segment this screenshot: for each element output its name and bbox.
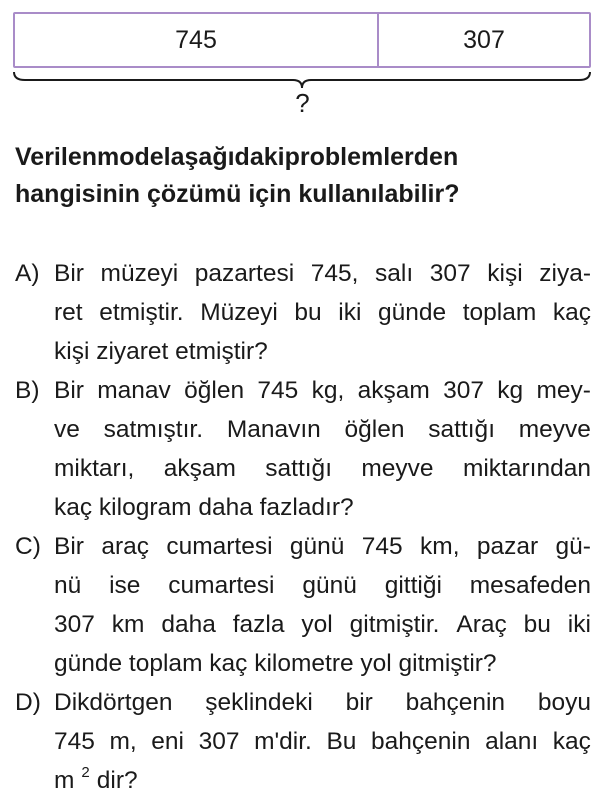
option-line [54, 527, 591, 566]
word: mey- [536, 377, 591, 404]
word: manav [97, 377, 171, 404]
word: günü [302, 572, 357, 599]
word: bu [294, 299, 322, 326]
word: kg, [311, 377, 345, 404]
word: sattığı [265, 455, 332, 482]
word: 307 [443, 377, 484, 404]
word: satmıştır. [103, 416, 204, 443]
word: 745, [310, 260, 359, 287]
word: günde [377, 299, 447, 326]
answer-options [15, 254, 591, 800]
word: Manavın [226, 416, 321, 443]
word: 307 [54, 611, 95, 638]
word: eni [151, 728, 184, 755]
option-letter: C) [15, 533, 41, 560]
option-line [54, 683, 591, 722]
word: sattığı [428, 416, 495, 443]
word: model [97, 143, 171, 171]
word: ret [54, 299, 83, 326]
word: ise [109, 572, 141, 599]
word: günü [289, 533, 345, 560]
word: Bir [54, 260, 84, 287]
word: km [111, 611, 145, 638]
word: gittiği [384, 572, 442, 599]
word: daha [161, 611, 216, 638]
word: akşam [163, 455, 236, 482]
unit-base: m [54, 767, 75, 794]
word: kişi [487, 260, 523, 287]
word: salı [375, 260, 414, 287]
word: meyve [518, 416, 591, 443]
word: gü- [555, 533, 591, 560]
option-line [54, 410, 591, 449]
unit-exponent: 2 [81, 764, 90, 781]
word: müzeyi [100, 260, 179, 287]
option-line: günde toplam kaç kilometre yol gitmiştir? [54, 650, 497, 677]
word: bahçenin [405, 689, 506, 716]
word: meyve [361, 455, 434, 482]
option-letter: B) [15, 377, 40, 404]
word: kg [497, 377, 524, 404]
word: şeklindeki [205, 689, 313, 716]
word: 745 [54, 728, 95, 755]
option-line: kişi ziyaret etmiştir? [54, 338, 268, 365]
word: aşağıdaki [170, 143, 285, 171]
word: öğlen [184, 377, 245, 404]
option-letter: D) [15, 689, 41, 716]
word: Verilen [15, 143, 97, 171]
word: 745 [361, 533, 403, 560]
word: öğlen [344, 416, 405, 443]
word: pazar [476, 533, 539, 560]
model-part-left: 745 [15, 14, 379, 66]
option-line [54, 722, 591, 761]
word: ziya- [539, 260, 591, 287]
question-line-2: hangisinin çözümü için kullanılabilir? [15, 180, 460, 208]
word: toplam [462, 299, 537, 326]
word: kaç [552, 728, 591, 755]
question-line-1 [15, 139, 591, 176]
word: miktarı, [54, 455, 135, 482]
word: boyu [537, 689, 591, 716]
option-line [54, 371, 591, 410]
model-part-right: 307 [463, 25, 505, 54]
option-line [54, 449, 591, 488]
word: Müzeyi [200, 299, 278, 326]
word: iki [567, 611, 591, 638]
word: araç [101, 533, 149, 560]
option-b[interactable] [15, 371, 591, 527]
word: alanı [485, 728, 539, 755]
option-line [54, 566, 591, 605]
option-line-last [54, 761, 591, 800]
word: m, [109, 728, 137, 755]
word: iki [338, 299, 362, 326]
option-letter: A) [15, 260, 40, 287]
word: km, [420, 533, 460, 560]
word: Bir [54, 533, 84, 560]
word: m'dir. [254, 728, 312, 755]
word: bu [523, 611, 551, 638]
word: gitmiştir. [349, 611, 440, 638]
question-text [15, 139, 591, 213]
word: cumartesi [168, 572, 275, 599]
option-c[interactable] [15, 527, 591, 683]
word: 307 [198, 728, 240, 755]
word: fazla [232, 611, 285, 638]
option-d[interactable] [15, 683, 591, 800]
word: etmiştir. [99, 299, 184, 326]
word: miktarından [462, 455, 591, 482]
word: ve [54, 416, 80, 443]
model-total-unknown: ? [295, 88, 310, 118]
word: cumartesi [166, 533, 273, 560]
word: Bu [326, 728, 357, 755]
word: 307 [429, 260, 471, 287]
option-tail-text: dir? [96, 767, 138, 794]
word: 745 [257, 377, 299, 404]
word: problemlerden [284, 143, 459, 171]
word: mesafeden [469, 572, 591, 599]
word: nü [54, 572, 82, 599]
option-a[interactable] [15, 254, 591, 371]
option-line [54, 605, 591, 644]
word: akşam [357, 377, 430, 404]
word: yol [301, 611, 333, 638]
word: Bir [54, 377, 84, 404]
option-line: kaç kilogram daha fazladır? [54, 494, 354, 521]
bar-model [13, 12, 591, 68]
word: kaç [552, 299, 591, 326]
word: Dikdörtgen [54, 689, 173, 716]
option-line [54, 254, 591, 293]
word: bahçenin [371, 728, 471, 755]
option-line [54, 293, 591, 332]
unit-with-exponent [54, 761, 90, 800]
word: pazartesi [194, 260, 295, 287]
word: Araç [456, 611, 507, 638]
total-brace [13, 70, 591, 90]
word: bir [345, 689, 373, 716]
